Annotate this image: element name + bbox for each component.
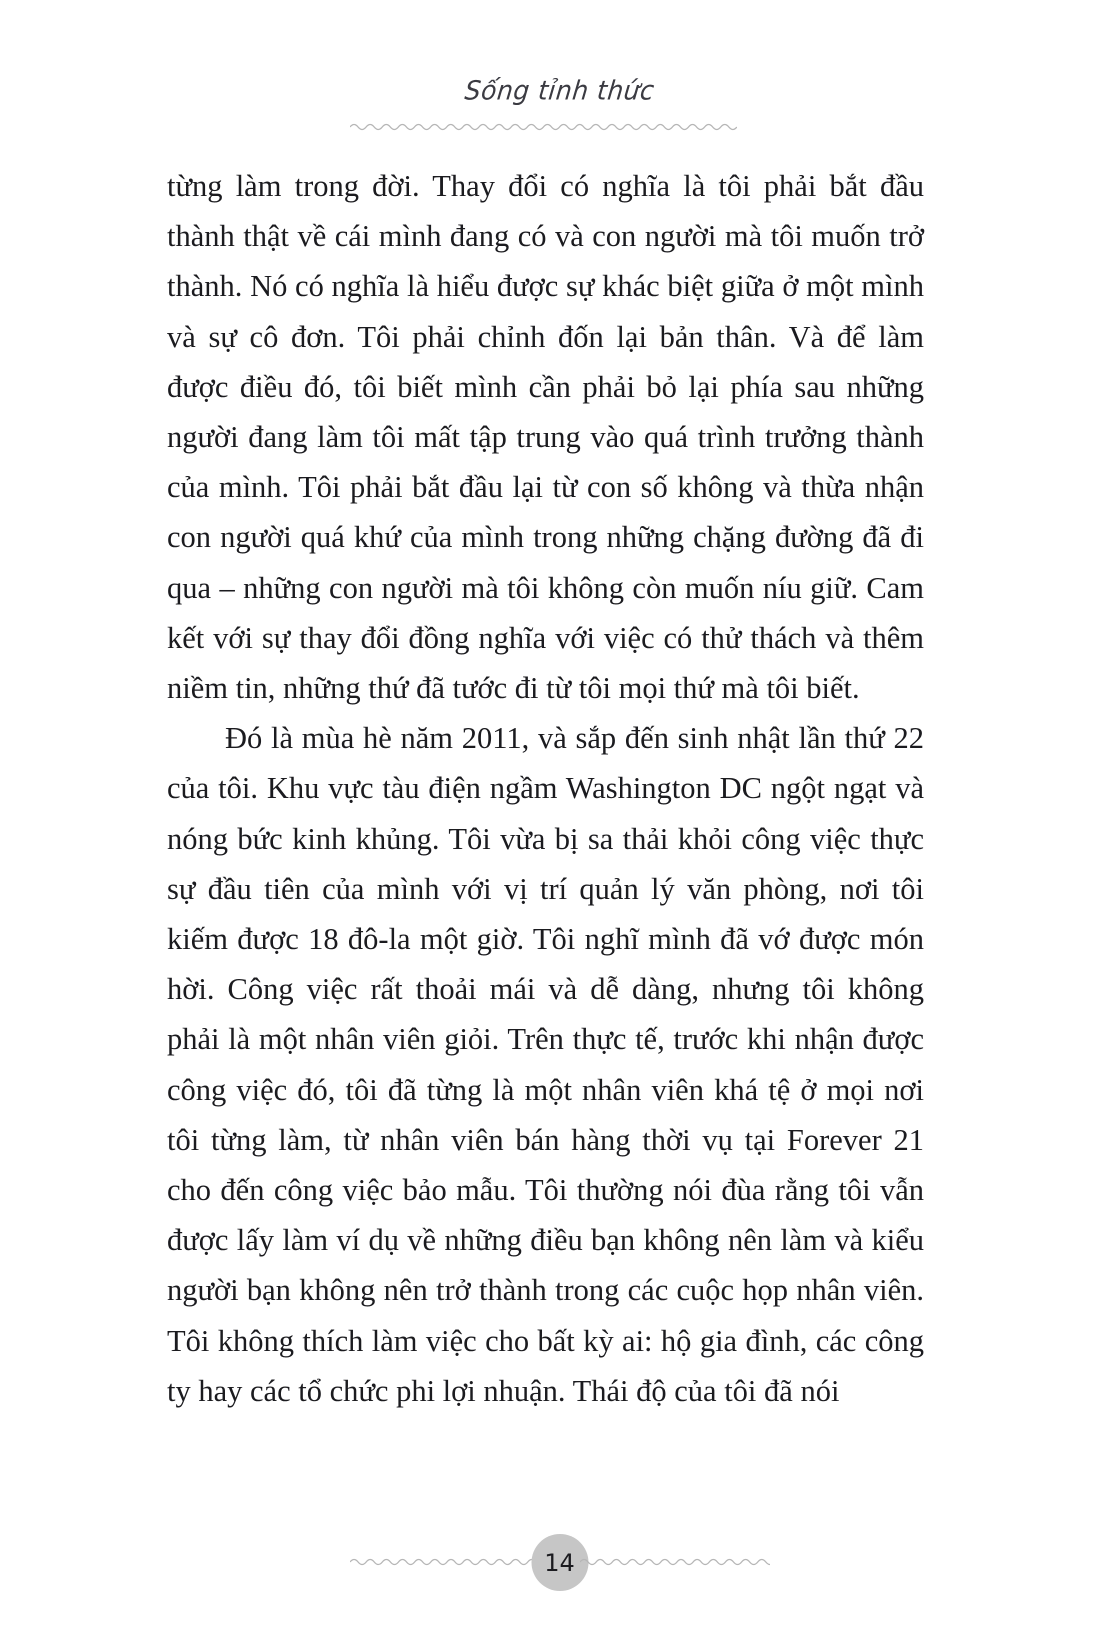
page-footer — [0, 1534, 1119, 1604]
page-number: 14 — [544, 1548, 575, 1577]
body-text-column — [167, 161, 924, 1416]
page-title: Sống tỉnh thức — [463, 75, 656, 106]
paragraph-2: Đó là mùa hè năm 2011, và sắp đến sinh nhật lần thứ 22 của tôi. Khu vực tàu điện ngầm Washington DC ngột ngạt và nóng bức kinh khủng. Tôi vừa bị sa thải khỏi công việc thực sự đầu tiên của mình với vị trí quản lý văn phòng, nơi tôi kiếm được 18 đô-la một giờ. Tôi nghĩ mình đã vớ được món hời. Công việc rất thoải mái và dễ dàng, nhưng tôi không phải là một nhân viên giỏi. Trên thực tế, trước khi nhận được công việc đó, tôi đã từng là một nhân viên khá tệ ở mọi nơi tôi từng làm, từ nhân viên bán hàng thời vụ tại Forever 21 cho đến công việc bảo mẫu. Tôi thường nói đùa rằng tôi vẫn được lấy làm ví dụ về những điều bạn không nên làm và kiểu người bạn không nên trở thành trong các cuộc họp nhân viên. Tôi không thích làm việc cho bất kỳ ai: hộ gia đình, các công ty hay các tổ chức phi lợi nhuận. Thái độ của tôi đã nói — [167, 721, 924, 1408]
header-wavy-rule-ornament — [350, 120, 737, 134]
running-header — [0, 75, 1119, 106]
footer-wavy-rule-right-ornament — [580, 1555, 770, 1569]
footer-wavy-rule-left-ornament — [350, 1555, 540, 1569]
paragraph-1: từng làm trong đời. Thay đổi có nghĩa là tôi phải bắt đầu thành thật về cái mình đang có và con người mà tôi muốn trở thành. Nó có nghĩa là hiểu được sự khác biệt giữa ở một mình và sự cô đơn. Tôi phải chỉnh đốn lại bản thân. Và để làm được điều đó, tôi biết mình cần phải bỏ lại phía sau những người đang làm tôi mất tập trung vào quá trình trưởng thành của mình. Tôi phải bắt đầu lại từ con số không và thừa nhận con người quá khứ của mình trong những chặng đường đã đi qua – những con người mà tôi không còn muốn níu giữ. Cam kết với sự thay đổi đồng nghĩa với việc có thử thách và thêm niềm tin, những thứ đã tước đi từ tôi mọi thứ mà tôi biết. — [167, 169, 924, 706]
